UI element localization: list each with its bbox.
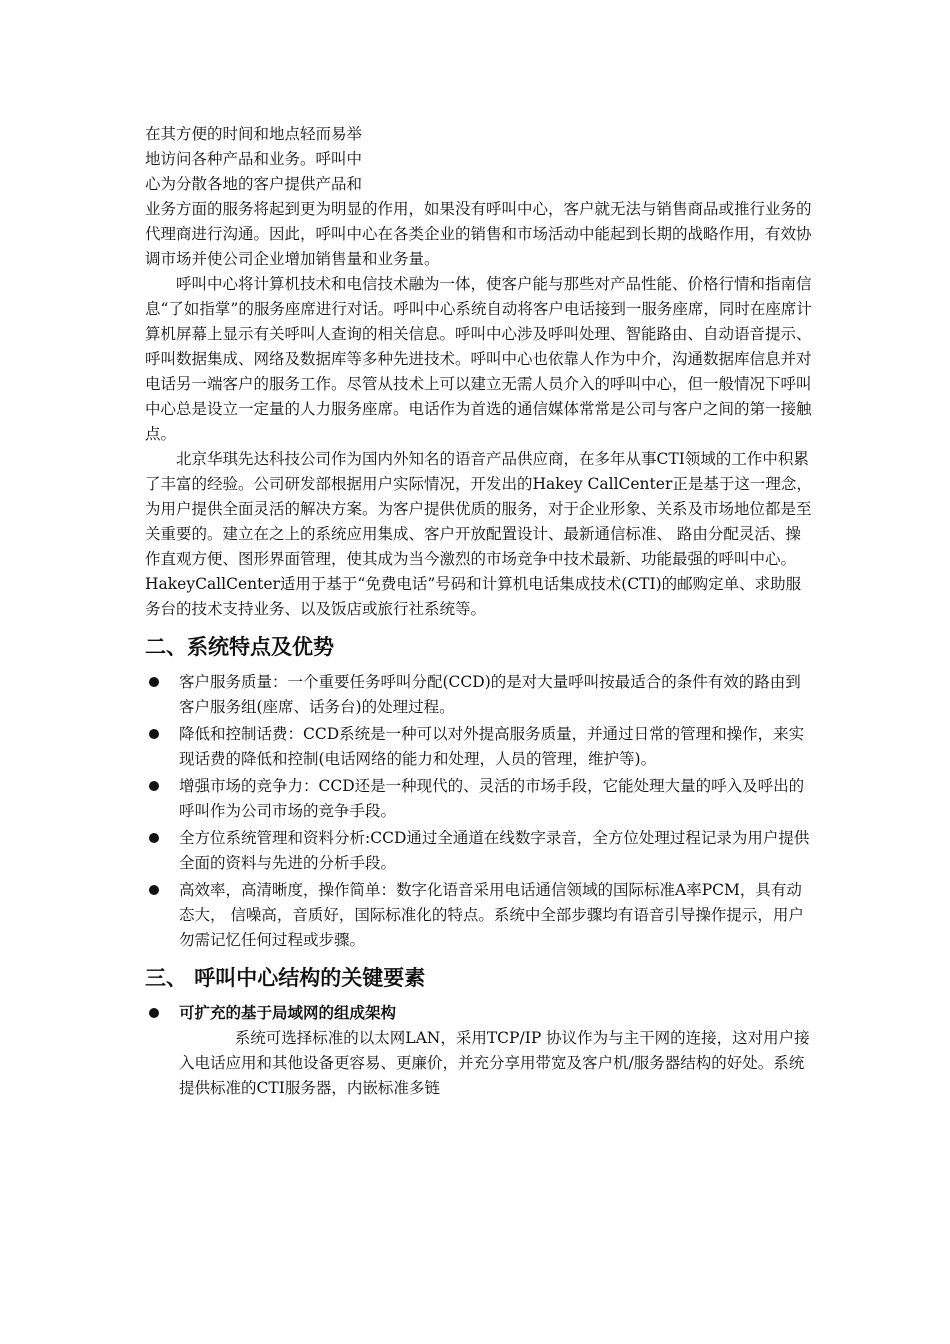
bullet-icon <box>149 729 159 739</box>
list-item-text: 高效率，高清晰度，操作简单：数字化语音采用电话通信领域的国际标准A率PCM，具有动态大， 信噪高，音质好，国际标准化的特点。系统中全部步骤均有语音引导操作提示，用户勿需记忆任何过程或步骤。 <box>179 881 804 949</box>
document-page <box>145 122 813 1103</box>
intro-line: 在其方便的时间和地点轻而易举 <box>145 125 363 143</box>
item-text: 系统可选择标准的以太网LAN，采用TCP/IP 协议作为与主干网的连接，这对用户接入电话应用和其他设备更容易、更廉价，并充分享用带宽及客户机/服务器结构的好处。系统提供标准的CTI服务器，内嵌标准多链 <box>179 1029 810 1097</box>
paragraph: 北京华琪先达科技公司作为国内外知名的语音产品供应商，在多年从事CTI领域的工作中积累了丰富的经验。公司研发部根据用户实际情况，开发出的Hakey CallCenter正是基于这一理念，为用户提供全面灵活的解决方案。为客户提供优质的服务，对于企业形象、关系及市场地位都是至关重要的。建立在之上的系统应用集成、客户开放配置设计、最新通信标准、 路由分配灵活、操作直观方便、图形界面管理，使其成为当今激烈的市场竞争中技术最新、功能最强的呼叫中心。HakeyCallCenter适用于基于“免费电话”号码和计算机电话集成技术(CTI)的邮购定单、求助服务台的技术支持业务、以及饭店或旅行社系统等。 <box>145 450 812 618</box>
list-item-text: 客户服务质量：一个重要任务呼叫分配(CCD)的是对大量呼叫按最适合的条件有效的路由到客户服务组(座席、话务台)的处理过程。 <box>179 673 801 716</box>
feature-list <box>145 670 813 953</box>
intro-line: 心为分散各地的客户提供产品和 <box>145 175 363 193</box>
bullet-icon <box>149 781 159 791</box>
list-item-text: 全方位系统管理和资料分析:CCD通过全通道在线数字录音，全方位处理过程记录为用户提供全面的资料与先进的分析手段。 <box>179 829 810 872</box>
bullet-icon <box>149 833 159 843</box>
section-heading: 二、系统特点及优势 <box>145 635 334 659</box>
bullet-icon <box>149 1008 159 1018</box>
paragraph: 业务方面的服务将起到更为明显的作用，如果没有呼叫中心，客户就无法与销售商品或推行业务的代理商进行沟通。因此，呼叫中心在各类企业的销售和市场活动中能起到长期的战略作用，有效协调市场并使公司企业增加销售量和业务量。 <box>145 200 812 268</box>
paragraph: 呼叫中心将计算机技术和电信技术融为一体，使客户能与那些对产品性能、价格行情和指南信息“了如指掌”的服务座席进行对话。呼叫中心系统自动将客户电话接到一服务座席，同时在座席计算机屏幕上显示有关呼叫人查询的相关信息。呼叫中心涉及呼叫处理、智能路由、自动语音提示、呼叫数据集成、网络及数据库等多种先进技术。呼叫中心也依靠人作为中介，沟通数据库信息并对电话另一端客户的服务工作。尽管从技术上可以建立无需人员介入的呼叫中心，但一般情况下呼叫中心总是设立一定量的人力服务座席。电话作为首选的通信媒体常常是公司与客户之间的第一接触点。 <box>145 275 812 443</box>
section-heading: 三、 呼叫中心结构的关键要素 <box>145 966 426 990</box>
list-item <box>145 878 813 953</box>
list-item <box>145 1001 813 1101</box>
bullet-icon <box>149 885 159 895</box>
element-list <box>145 1001 813 1101</box>
item-title: 可扩充的基于局域网的组成架构 <box>179 1004 397 1022</box>
intro-block <box>145 122 445 197</box>
list-item <box>145 670 813 720</box>
intro-line: 地访问各种产品和业务。呼叫中 <box>145 150 363 168</box>
list-item <box>145 826 813 876</box>
list-item-text: 降低和控制话费：CCD系统是一种可以对外提高服务质量，并通过日常的管理和操作，来实现话费的降低和控制(电话网络的能力和处理，人员的管理，维护等)。 <box>179 725 805 768</box>
list-item <box>145 774 813 824</box>
list-item <box>145 722 813 772</box>
list-item-text: 增强市场的竞争力：CCD还是一种现代的、灵活的市场手段，它能处理大量的呼入及呼出的呼叫作为公司市场的竞争手段。 <box>179 777 805 820</box>
bullet-icon <box>149 677 159 687</box>
